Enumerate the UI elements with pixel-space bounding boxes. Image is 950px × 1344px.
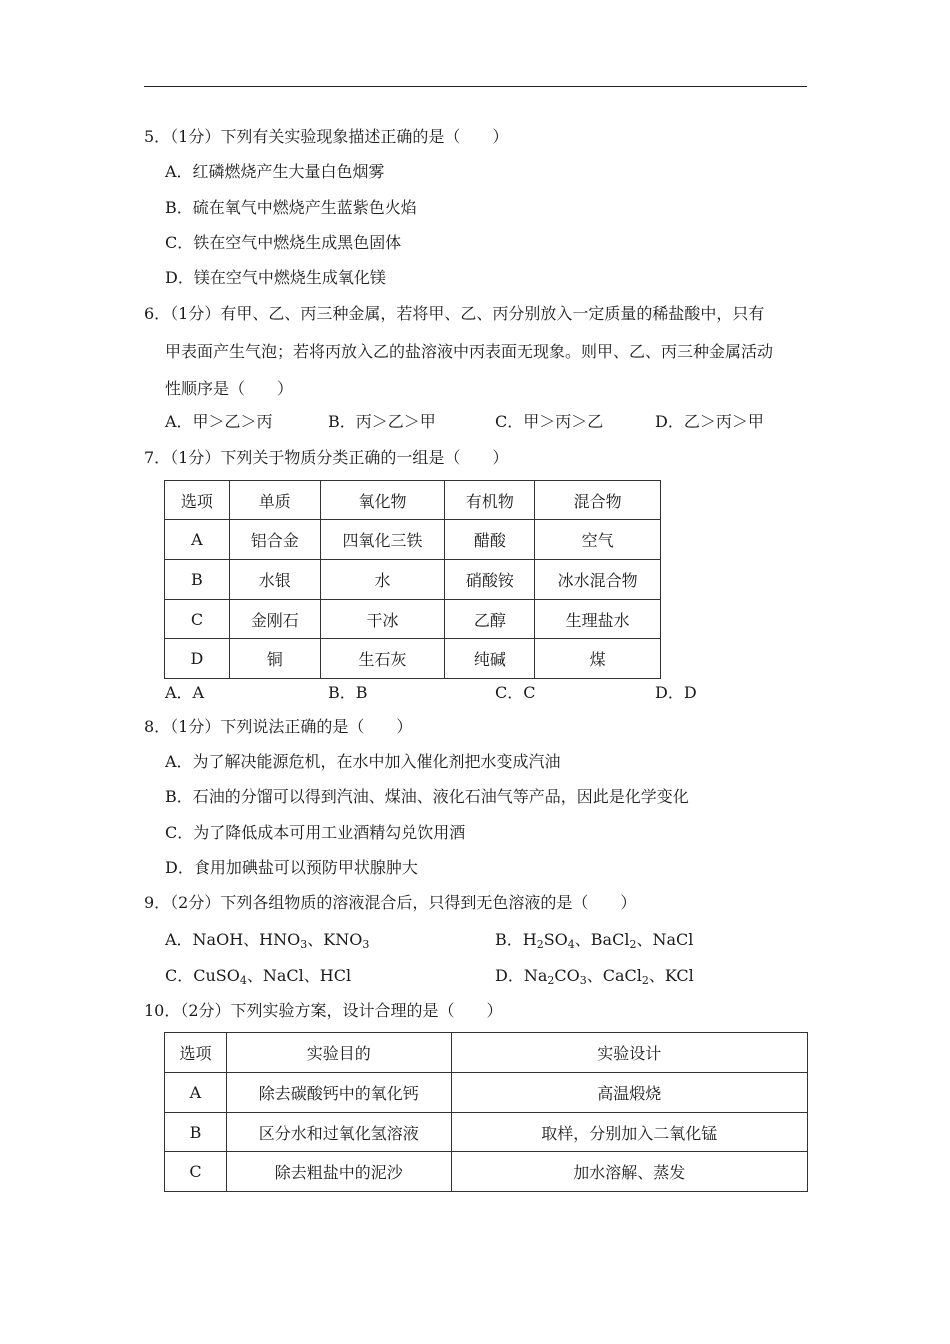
q6-stem-line-2: 甲表面产生气泡；若将丙放入乙的盐溶液中丙表面无现象。则甲、乙、丙三种金属活动: [165, 342, 774, 361]
q8-option-c: C．为了降低成本可用工业酒精勾兑饮用酒: [165, 823, 466, 842]
q10-header-design: 实验设计: [451, 1033, 807, 1073]
q6-stem-line-3: 性顺序是（ ）: [165, 379, 294, 398]
table-cell: 干冰: [320, 600, 445, 639]
q8-option-b: B．石油的分馏可以得到汽油、煤油、液化石油气等产品，因此是化学变化: [165, 787, 689, 806]
q10-header-option: 选项: [165, 1033, 227, 1073]
table-cell: 加水溶解、蒸发: [451, 1152, 807, 1192]
q10-table: [164, 1032, 808, 1192]
q7-header-oxide: 氧化物: [320, 481, 445, 520]
table-cell: 除去粗盐中的泥沙: [226, 1152, 451, 1192]
table-cell: 取样，分别加入二氧化锰: [451, 1113, 807, 1152]
table-cell: 高温煅烧: [451, 1073, 807, 1113]
q5-stem: 5．（1分）下列有关实验现象描述正确的是（ ）: [144, 127, 509, 146]
table-row: [165, 520, 661, 560]
q9-option-b: B．$H_2SO_4$、BaCl$_2$、NaCl: [495, 930, 694, 951]
q7-table: [164, 480, 661, 679]
table-row: [165, 639, 661, 679]
q7-option-d: D．D: [655, 683, 697, 702]
table-cell: C: [165, 600, 230, 639]
q6-option-a: A．甲＞乙＞丙: [165, 412, 273, 431]
q8-option-a: A．为了解决能源危机，在水中加入催化剂把水变成汽油: [165, 752, 561, 771]
table-cell: A: [165, 1073, 227, 1113]
q7-header-option: 选项: [165, 481, 230, 520]
q10-header-purpose: 实验目的: [226, 1033, 451, 1073]
table-cell: 水: [320, 560, 445, 600]
table-cell: D: [165, 639, 230, 679]
q7-option-c: C．C: [495, 683, 536, 702]
header-rule: [144, 86, 807, 87]
q5-option-b: B．硫在氧气中燃烧产生蓝紫色火焰: [165, 198, 417, 217]
q8-option-d: D．食用加碘盐可以预防甲状腺肿大: [165, 858, 418, 877]
table-row: [165, 1113, 808, 1152]
q9-stem: 9．（2分）下列各组物质的溶液混合后，只得到无色溶液的是（ ）: [144, 893, 637, 912]
table-cell: 空气: [535, 520, 661, 560]
table-cell: 水银: [229, 560, 320, 600]
table-cell: 乙醇: [445, 600, 535, 639]
table-row: [165, 600, 661, 639]
table-cell: 金刚石: [229, 600, 320, 639]
q9-option-d: D．$Na_2CO_3$、CaCl$_2$、KCl: [495, 966, 694, 987]
table-cell: 除去碳酸钙中的氧化钙: [226, 1073, 451, 1113]
table-cell: 区分水和过氧化氢溶液: [226, 1113, 451, 1152]
q5-option-c: C．铁在空气中燃烧生成黑色固体: [165, 233, 402, 252]
q7-header-organic: 有机物: [445, 481, 535, 520]
table-row: [165, 1152, 808, 1192]
table-cell: A: [165, 520, 230, 560]
q6-stem-line-1: 6．（1分）有甲、乙、丙三种金属，若将甲、乙、丙分别放入一定质量的稀盐酸中，只有: [144, 304, 765, 323]
table-cell: 醋酸: [445, 520, 535, 560]
q10-stem: 10．（2分）下列实验方案，设计合理的是（ ）: [144, 1001, 503, 1020]
table-row: [165, 1073, 808, 1113]
table-cell: B: [165, 1113, 227, 1152]
table-cell: 纯碱: [445, 639, 535, 679]
table-cell: B: [165, 560, 230, 600]
q7-header-mixture: 混合物: [535, 481, 661, 520]
q10-table-header-row: [165, 1033, 808, 1073]
q9-option-c: C．CuSO$_4$、NaCl、HCl: [165, 966, 352, 987]
table-cell: 铝合金: [229, 520, 320, 560]
table-cell: C: [165, 1152, 227, 1192]
q5-option-d: D．镁在空气中燃烧生成氧化镁: [165, 268, 386, 287]
q6-option-b: B．丙＞乙＞甲: [328, 412, 436, 431]
q7-option-b: B．B: [328, 683, 368, 702]
q9-option-a: A．NaOH、$HNO_3$、$KNO_3$: [165, 930, 370, 951]
table-cell: 铜: [229, 639, 320, 679]
table-cell: 煤: [535, 639, 661, 679]
table-cell: 四氧化三铁: [320, 520, 445, 560]
q7-table-header-row: [165, 481, 661, 520]
table-cell: 生理盐水: [535, 600, 661, 639]
table-cell: 生石灰: [320, 639, 445, 679]
q7-stem: 7．（1分）下列关于物质分类正确的一组是（ ）: [144, 448, 509, 467]
q6-option-c: C．甲＞丙＞乙: [495, 412, 604, 431]
table-cell: 冰水混合物: [535, 560, 661, 600]
q5-option-a: A．红磷燃烧产生大量白色烟雾: [165, 162, 385, 181]
table-cell: 硝酸铵: [445, 560, 535, 600]
table-row: [165, 560, 661, 600]
q7-header-element: 单质: [229, 481, 320, 520]
q6-option-d: D．乙＞丙＞甲: [655, 412, 764, 431]
q8-stem: 8．（1分）下列说法正确的是（ ）: [144, 717, 413, 736]
q7-option-a: A．A: [165, 683, 205, 702]
